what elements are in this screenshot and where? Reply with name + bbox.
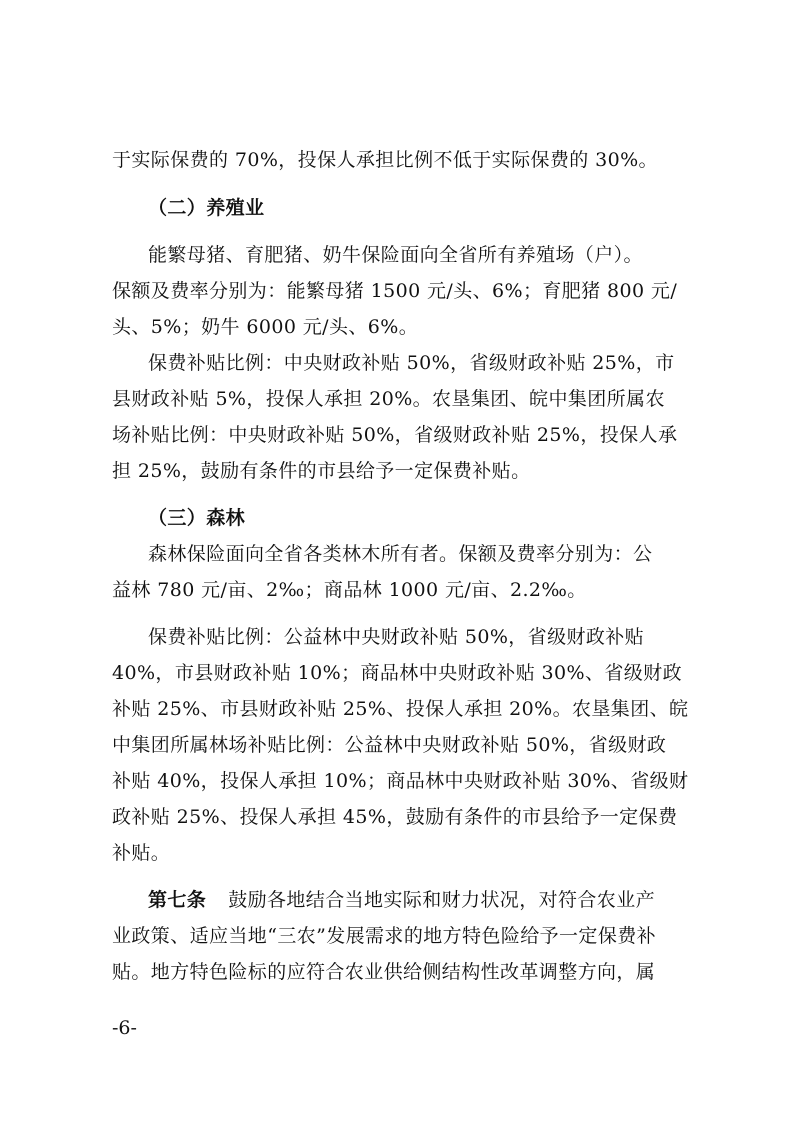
article7-line1 xyxy=(148,888,655,912)
article7-line1-text: 鼓励各地结合当地实际和财力状况，对符合农业产 xyxy=(228,889,656,911)
forest-para2-line1: 保费补贴比例：公益林中央财政补贴 50%，省级财政补贴 xyxy=(148,626,645,648)
forest-para2-line2: 40%，市县财政补贴 10%；商品林中央财政补贴 30%、省级财政 xyxy=(112,662,682,684)
livestock-para1-line1: 能繁母猪、育肥猪、奶牛保险面向全省所有养殖场（户）。 xyxy=(148,244,643,266)
forest-para1-line1: 森林保险面向全省各类林木所有者。保额及费率分别为：公 xyxy=(148,543,653,565)
forest-para1-line2: 益林 780 元/亩、2‰；商品林 1000 元/亩、2.2‰。 xyxy=(112,579,587,601)
section-heading-forest: （三）森林 xyxy=(148,507,246,529)
forest-para2-line7: 补贴。 xyxy=(112,842,171,864)
livestock-para2-line4: 担 25%，鼓励有条件的市县给予一定保费补贴。 xyxy=(112,460,531,482)
forest-para2-line4: 中集团所属林场补贴比例：公益林中央财政补贴 50%，省级财政 xyxy=(112,734,667,756)
livestock-para1-line3: 头、5%；奶牛 6000 元/头、6%。 xyxy=(112,316,419,338)
article7-label: 第七条 xyxy=(148,889,207,911)
section-heading-livestock: （二）养殖业 xyxy=(148,197,265,219)
livestock-para1-line2: 保额及费率分别为：能繁母猪 1500 元/头、6%；育肥猪 800 元/ xyxy=(112,280,678,302)
continuation-line: 于实际保费的 70%，投保人承担比例不低于实际保费的 30%。 xyxy=(112,149,658,171)
forest-para2-line3: 补贴 25%、市县财政补贴 25%、投保人承担 20%。农垦集团、皖 xyxy=(112,698,689,720)
forest-para2-line5: 补贴 40%，投保人承担 10%；商品林中央财政补贴 30%、省级财 xyxy=(112,770,689,792)
forest-para2-line6: 政补贴 25%、投保人承担 45%，鼓励有条件的市县给予一定保费 xyxy=(112,806,678,828)
livestock-para2-line2: 县财政补贴 5%，投保人承担 20%。农垦集团、皖中集团所属农 xyxy=(112,388,665,410)
article7-line2: 业政策、适应当地“三农”发展需求的地方特色险给予一定保费补 xyxy=(112,925,657,947)
page-number: -6- xyxy=(112,1017,137,1039)
livestock-para2-line3: 场补贴比例：中央财政补贴 50%，省级财政补贴 25%，投保人承 xyxy=(112,424,678,446)
article7-line3: 贴。地方特色险标的应符合农业供给侧结构性改革调整方向，属 xyxy=(112,961,656,983)
livestock-para2-line1: 保费补贴比例：中央财政补贴 50%，省级财政补贴 25%，市 xyxy=(148,352,675,374)
